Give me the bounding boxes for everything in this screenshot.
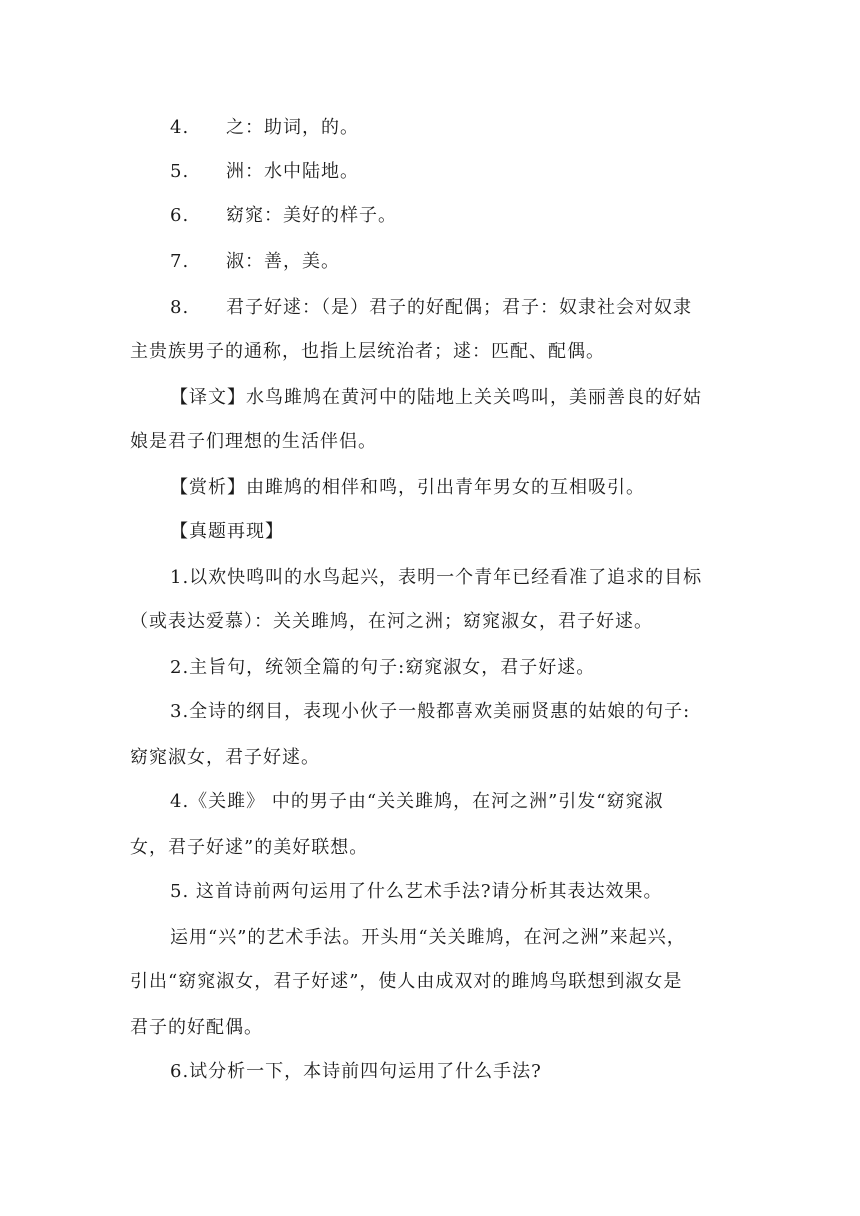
note-text: 淑：善，美。 <box>226 251 340 272</box>
note-number: 5. <box>170 161 190 182</box>
note-4 <box>170 116 359 140</box>
question-3-line-1: 3.全诗的纲目，表现小伙子一般都喜欢美丽贤惠的姑娘的句子: <box>170 701 691 722</box>
note-8-continuation: 主贵族男子的通称，也指上层统治者；逑：匹配、配偶。 <box>130 341 605 362</box>
answer-5-line-3: 君子的好配偶。 <box>130 1017 263 1038</box>
question-6: 6.试分析一下，本诗前四句运用了什么手法? <box>170 1061 542 1082</box>
note-7 <box>170 250 340 274</box>
translation-line-2: 娘是君子们理想的生活伴侣。 <box>130 431 377 452</box>
appreciation: 【赏析】由雎鸠的相伴和鸣，引出青年男女的互相吸引。 <box>170 477 645 498</box>
question-1-line-2: （或表达爱慕）：关关雎鸠，在河之洲；窈窕淑女，君子好逑。 <box>130 611 653 632</box>
question-4-line-1: 4.《关雎》 中的男子由“关关雎鸠，在河之洲”引发“窈窕淑 <box>170 791 664 812</box>
note-number: 8. <box>170 297 190 318</box>
answer-5-line-2: 引出“窈窕淑女，君子好逑”，使人由成双对的雎鸠鸟联想到淑女是 <box>130 971 683 992</box>
note-5 <box>170 160 359 184</box>
question-3-line-2: 窈窕淑女，君子好逑。 <box>130 747 320 768</box>
question-4-line-2: 女，君子好逑”的美好联想。 <box>130 837 369 858</box>
note-number: 4. <box>170 117 190 138</box>
note-text: 洲：水中陆地。 <box>226 161 359 182</box>
note-8 <box>170 296 692 320</box>
note-6 <box>170 204 397 228</box>
translation-line-1: 【译文】水鸟雎鸠在黄河中的陆地上关关鸣叫，美丽善良的好姑 <box>170 387 702 408</box>
note-number: 6. <box>170 205 190 226</box>
question-2: 2.主旨句，统领全篇的句子:窈窕淑女，君子好逑。 <box>170 657 596 678</box>
question-1-line-1: 1.以欢快鸣叫的水鸟起兴，表明一个青年已经看准了追求的目标 <box>170 567 703 588</box>
answer-5-line-1: 运用“兴”的艺术手法。开头用“关关雎鸠，在河之洲”来起兴， <box>170 927 686 948</box>
question-5: 5. 这首诗前两句运用了什么艺术手法?请分析其表达效果。 <box>170 881 663 902</box>
note-text: 窈窕：美好的样子。 <box>226 205 397 226</box>
note-text: 君子好逑：（是）君子的好配偶；君子：奴隶社会对奴隶 <box>226 297 692 318</box>
note-number: 7. <box>170 251 190 272</box>
note-text: 之：助词，的。 <box>226 117 359 138</box>
section-title: 【真题再现】 <box>170 521 284 542</box>
